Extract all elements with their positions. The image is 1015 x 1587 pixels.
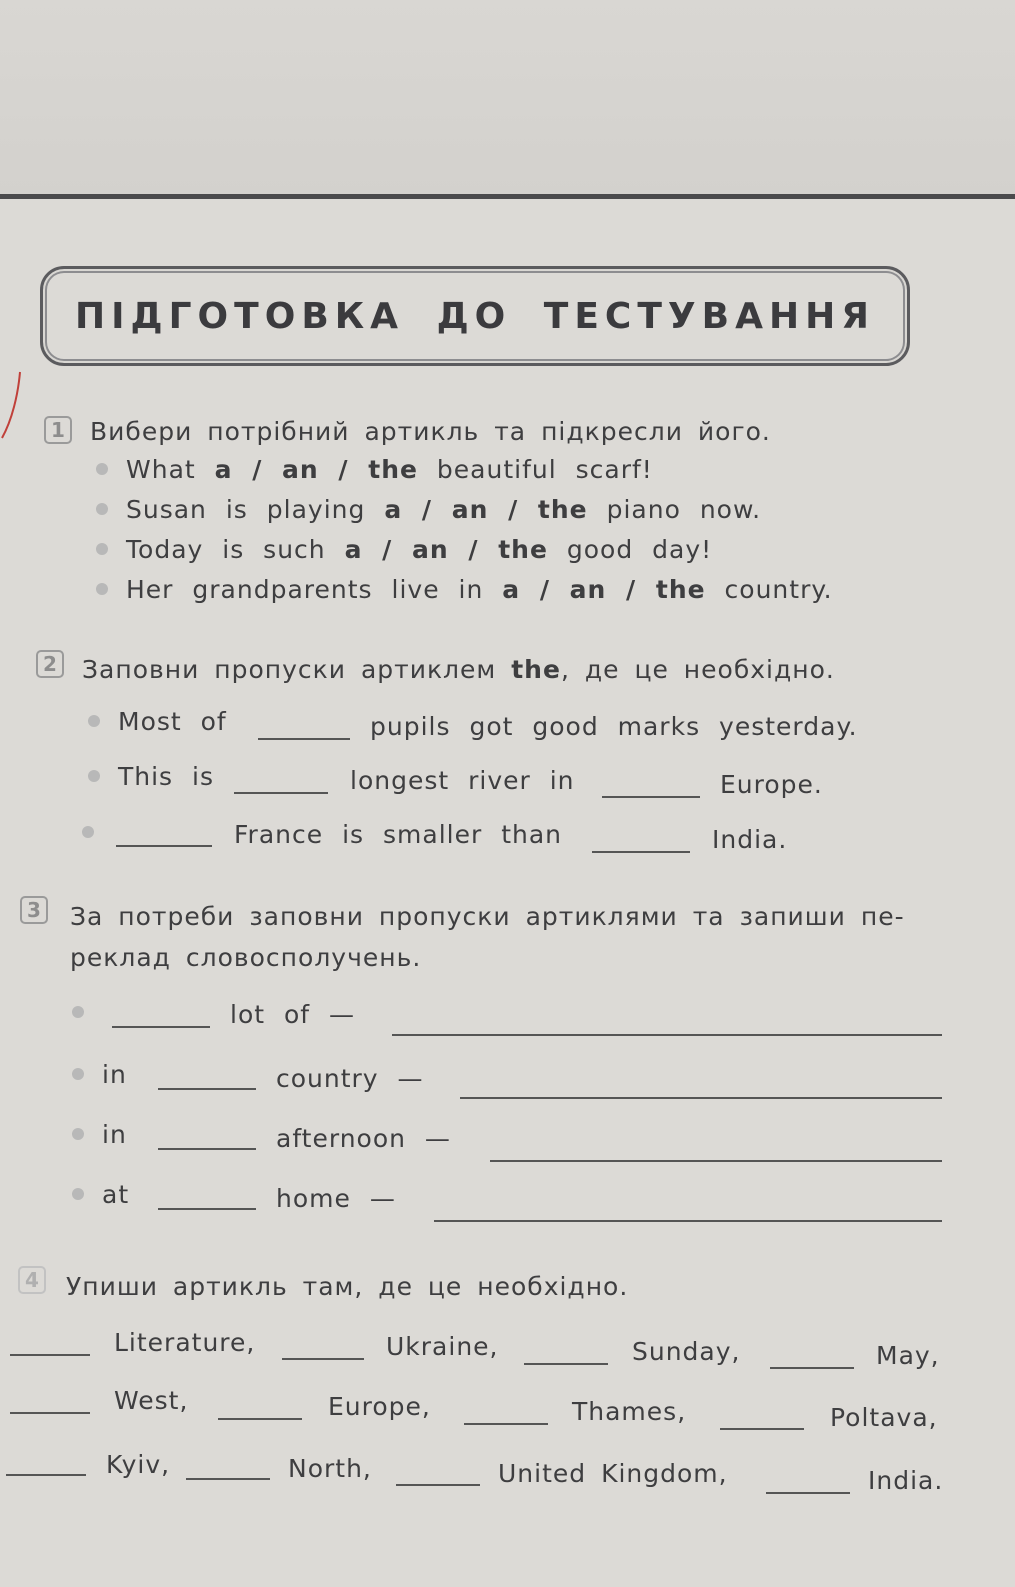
task3-item-4: at: [72, 1180, 129, 1209]
bullet-icon: [72, 1068, 84, 1080]
word-poltava: Poltava,: [830, 1403, 938, 1432]
word-literature: Literature,: [114, 1328, 256, 1357]
bullet-icon: [82, 826, 94, 838]
article-options[interactable]: a / an / the: [384, 495, 588, 524]
bullet-icon: [72, 1006, 84, 1018]
answer-blank[interactable]: [524, 1363, 608, 1365]
task3-instruction-line1: За потреби заповни пропуски артиклями та запиши пе-: [70, 902, 905, 931]
word-united-kingdom: United Kingdom,: [498, 1459, 728, 1488]
answer-blank[interactable]: [218, 1418, 302, 1420]
article-options[interactable]: a / an / the: [502, 575, 706, 604]
answer-blank[interactable]: [282, 1358, 364, 1360]
answer-blank[interactable]: [158, 1208, 256, 1210]
answer-blank[interactable]: [158, 1088, 256, 1090]
translation-line[interactable]: [434, 1220, 942, 1222]
page-background-top: [0, 0, 1015, 196]
answer-blank[interactable]: [158, 1148, 256, 1150]
bullet-icon: [72, 1188, 84, 1200]
task-number-1: 1: [44, 416, 72, 444]
task-number-3: 3: [20, 896, 48, 924]
pen-mark: [0, 370, 22, 440]
section-title: ПІДГОТОВКА ДО ТЕСТУВАННЯ: [75, 295, 875, 337]
answer-blank[interactable]: [112, 1026, 210, 1028]
answer-blank[interactable]: [766, 1492, 850, 1494]
word-ukraine: Ukraine,: [386, 1332, 499, 1361]
answer-blank[interactable]: [770, 1367, 854, 1369]
task2-sentence-3: [82, 818, 112, 847]
answer-blank[interactable]: [116, 845, 212, 847]
task3-instruction-line2: реклад словосполучень.: [70, 943, 422, 972]
task3-item-1-text: lot of —: [230, 1000, 356, 1029]
answer-blank[interactable]: [396, 1484, 480, 1486]
word-west: West,: [114, 1386, 189, 1415]
task3-item-4-text: home —: [276, 1184, 396, 1213]
task2-sentence-1: Most of: [88, 707, 227, 736]
word-north: North,: [288, 1454, 372, 1483]
task2-sentence-2-end: Europe.: [720, 770, 823, 799]
task2-sentence-3-mid: France is smaller than: [234, 820, 563, 849]
answer-blank[interactable]: [258, 738, 350, 740]
answer-blank[interactable]: [464, 1423, 548, 1425]
task2-sentence-2: This is: [88, 762, 214, 791]
bullet-icon: [96, 543, 108, 555]
task3-item-1: [72, 998, 102, 1027]
answer-blank[interactable]: [234, 792, 328, 794]
task1-instruction: Вибери потрібний артикль та підкресли його.: [90, 417, 771, 446]
task3-item-2: in: [72, 1060, 127, 1089]
answer-blank[interactable]: [6, 1474, 86, 1476]
task-number-4: 4: [18, 1266, 46, 1294]
bullet-icon: [72, 1128, 84, 1140]
section-title-box: [40, 266, 910, 366]
word-thames: Thames,: [572, 1397, 687, 1426]
answer-blank[interactable]: [592, 851, 690, 853]
task3-item-2-text: country —: [276, 1064, 424, 1093]
task1-sentence-4: Her grandparents live in a / an / the country.: [96, 575, 833, 604]
translation-line[interactable]: [460, 1097, 942, 1099]
answer-blank[interactable]: [10, 1354, 90, 1356]
translation-line[interactable]: [392, 1034, 942, 1036]
task2-instruction: Заповни пропуски артиклем the, де це необхідно.: [82, 655, 835, 684]
article-options[interactable]: a / an / the: [214, 455, 418, 484]
word-europe: Europe,: [328, 1392, 431, 1421]
word-may: May,: [876, 1341, 940, 1370]
answer-blank[interactable]: [10, 1412, 90, 1414]
article-options[interactable]: a / an / the: [344, 535, 548, 564]
answer-blank[interactable]: [602, 796, 700, 798]
translation-line[interactable]: [490, 1160, 942, 1162]
answer-blank[interactable]: [186, 1478, 270, 1480]
bullet-icon: [88, 770, 100, 782]
task4-instruction: Упиши артикль там, де це необхідно.: [66, 1272, 629, 1301]
word-sunday: Sunday,: [632, 1337, 741, 1366]
task3-item-3-text: afternoon —: [276, 1124, 451, 1153]
word-india: India.: [868, 1466, 944, 1495]
bullet-icon: [96, 463, 108, 475]
bullet-icon: [88, 715, 100, 727]
task2-sentence-2-mid: longest river in: [350, 766, 575, 795]
task2-sentence-1-end: pupils got good marks yesterday.: [370, 712, 858, 741]
bullet-icon: [96, 583, 108, 595]
word-kyiv: Kyiv,: [106, 1450, 171, 1479]
answer-blank[interactable]: [720, 1428, 804, 1430]
task1-sentence-1: What a / an / the beautiful scarf!: [96, 455, 653, 484]
bullet-icon: [96, 503, 108, 515]
task1-sentence-2: Susan is playing a / an / the piano now.: [96, 495, 761, 524]
task1-sentence-3: Today is such a / an / the good day!: [96, 535, 712, 564]
page-edge-line: [0, 194, 1015, 199]
task-number-2: 2: [36, 650, 64, 678]
task3-item-3: in: [72, 1120, 127, 1149]
task2-sentence-3-end: India.: [712, 825, 788, 854]
